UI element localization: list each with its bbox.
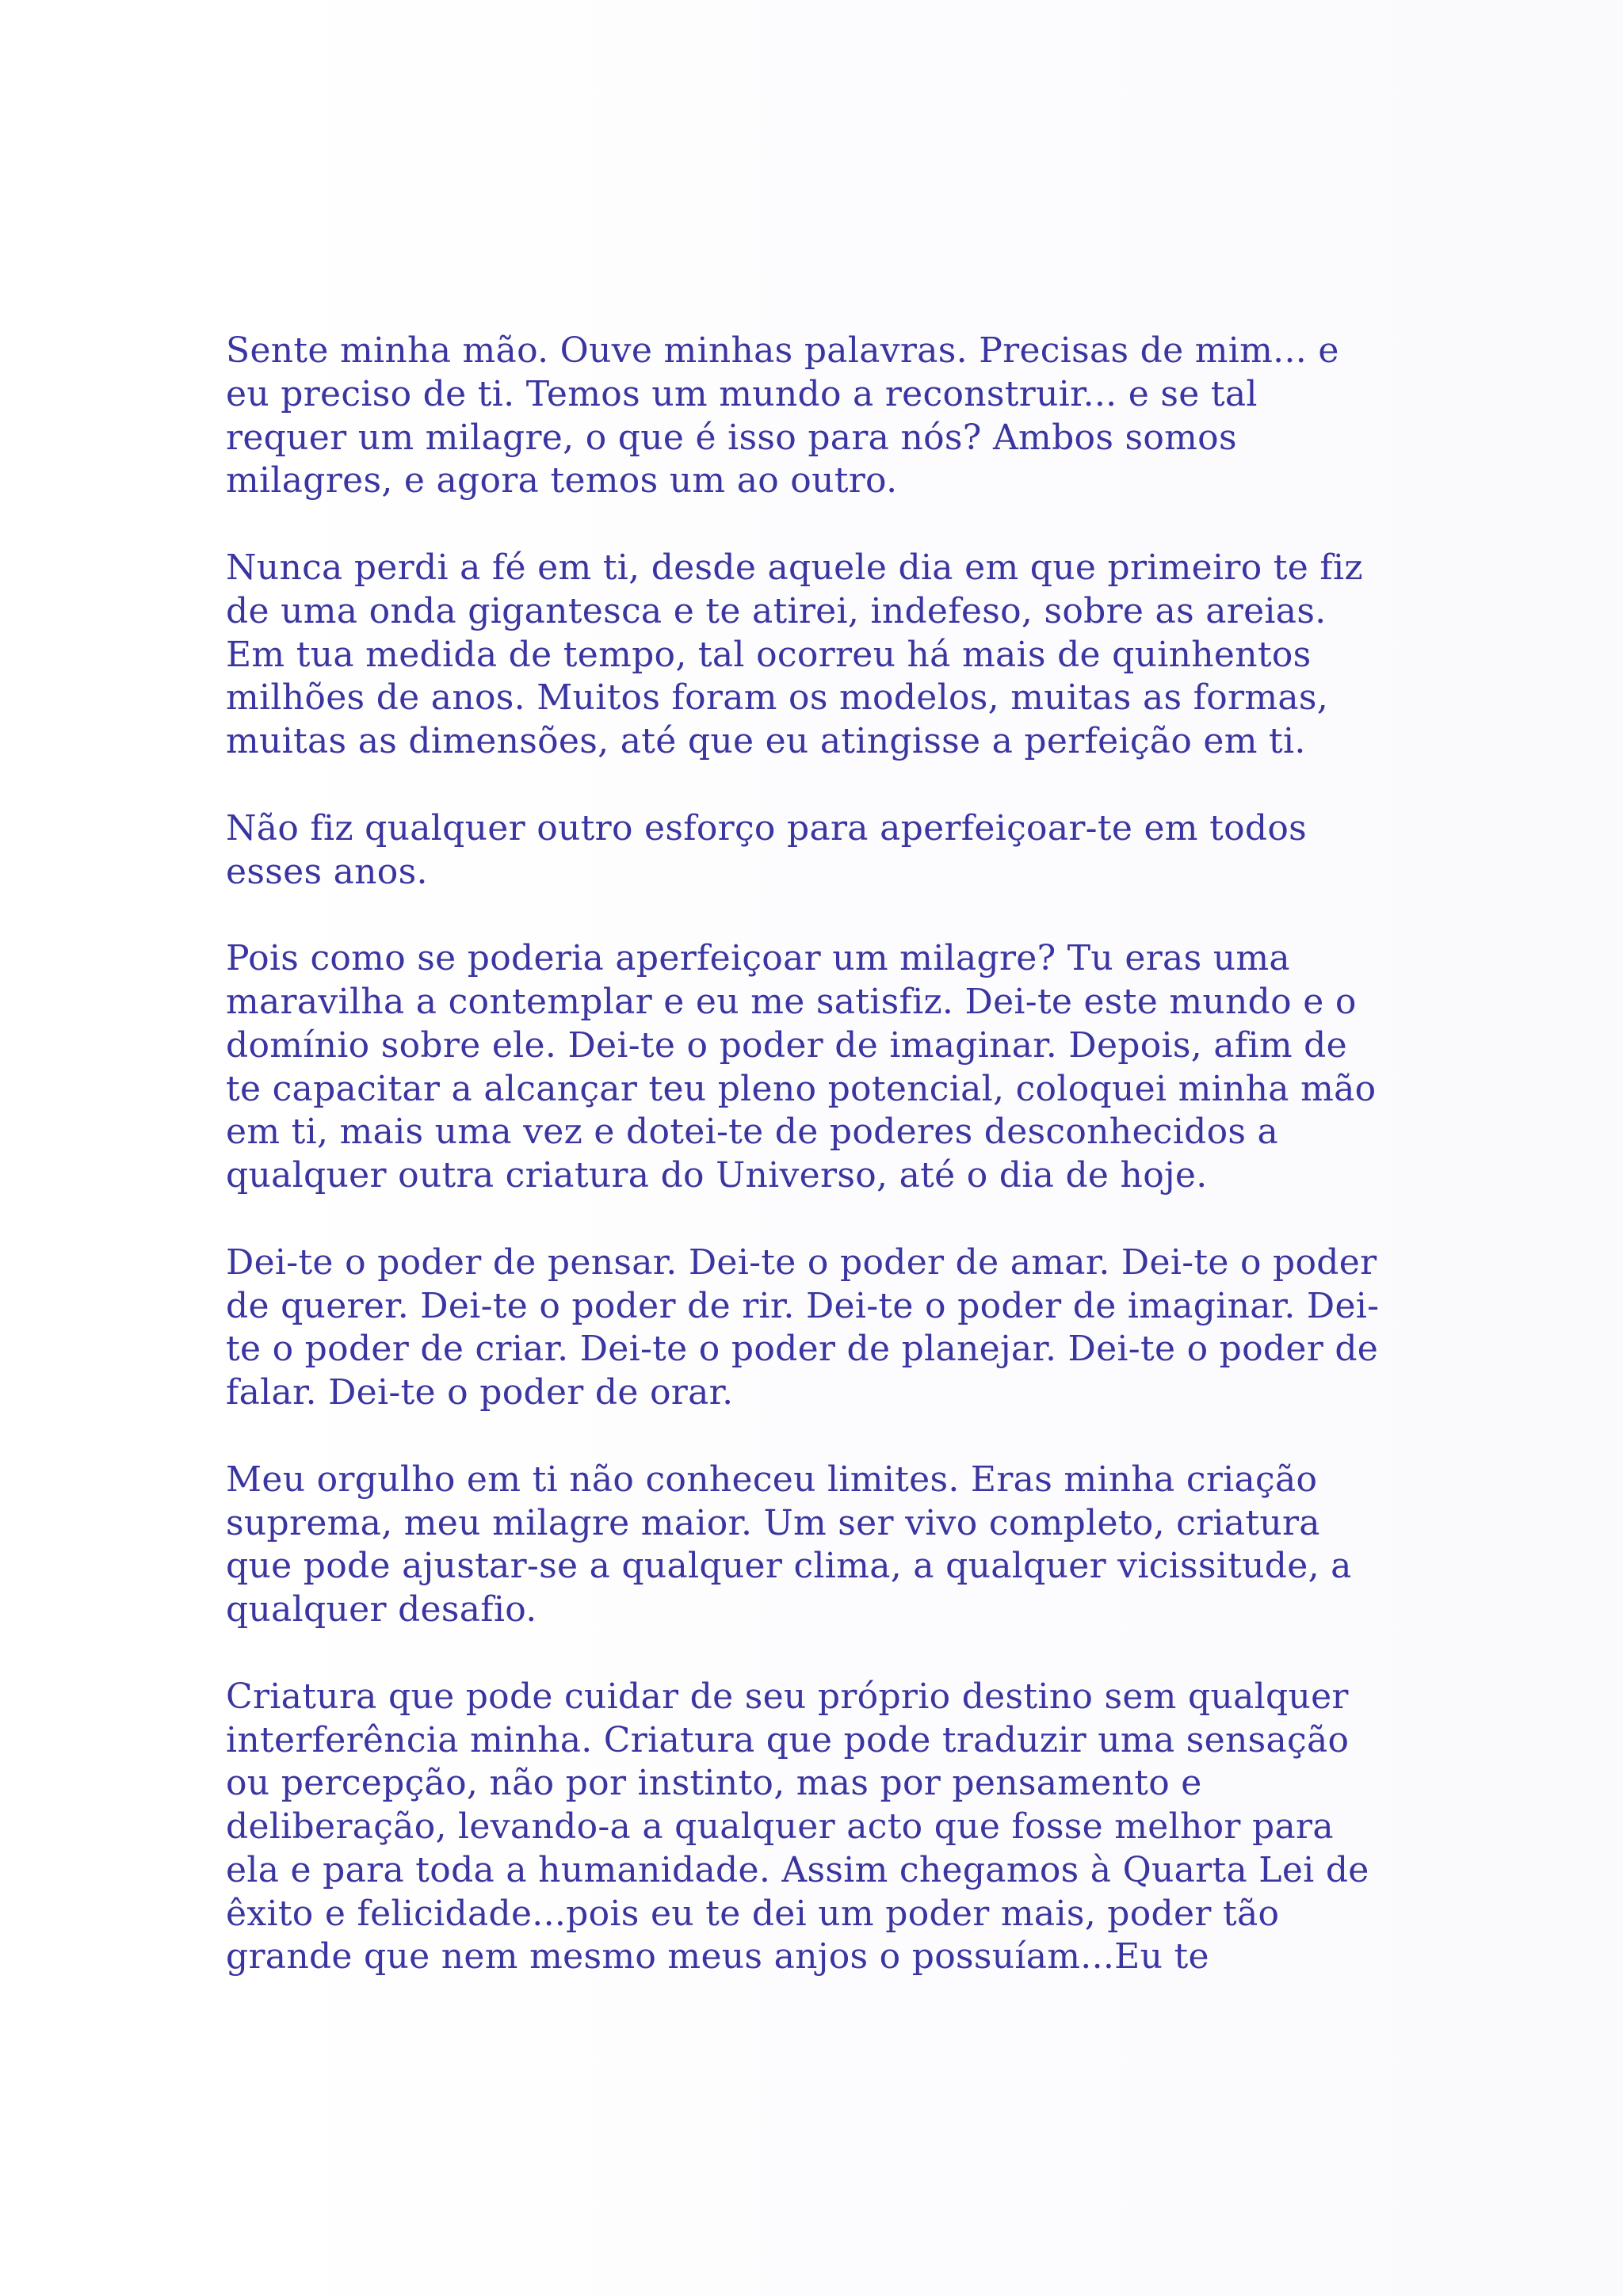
paragraph-spacer <box>226 1198 1415 1241</box>
paragraph-7 <box>226 1676 1415 1980</box>
paragraph-spacer <box>226 1415 1415 1459</box>
text-line: ela e para toda a humanidade. Assim chegamos à Quarta Lei de <box>226 1849 1369 1890</box>
text-line: eu preciso de ti. Temos um mundo a reconstruir... e se tal <box>226 373 1258 414</box>
paragraph-4 <box>226 937 1415 1198</box>
text-line: que pode ajustar-se a qualquer clima, a qualquer vicissitude, a <box>226 1546 1352 1587</box>
text-line: requer um milagre, o que é isso para nós? Ambos somos <box>226 417 1237 458</box>
text-line: deliberação, levando-a a qualquer acto que fosse melhor para <box>226 1806 1334 1848</box>
text-line: te capacitar a alcançar teu pleno potencial, coloquei minha mão <box>226 1068 1377 1109</box>
text-line: milhões de anos. Muitos foram os modelos, muitas as formas, <box>226 677 1329 719</box>
text-line: te o poder de criar. Dei-te o poder de planejar. Dei-te o poder de <box>226 1329 1379 1370</box>
body-text <box>226 330 1415 1979</box>
text-line: Sente minha mão. Ouve minhas palavras. Precisas de mim... e <box>226 330 1339 371</box>
text-line: Nunca perdi a fé em ti, desde aquele dia em que primeiro te fiz <box>226 547 1363 588</box>
text-line: esses anos. <box>226 851 428 892</box>
text-line: Em tua medida de tempo, tal ocorreu há mais de quinhentos <box>226 634 1312 675</box>
text-line: em ti, mais uma vez e dotei-te de poderes desconhecidos a <box>226 1112 1279 1153</box>
paragraph-3 <box>226 807 1415 894</box>
text-line: suprema, meu milagre maior. Um ser vivo completo, criatura <box>226 1502 1320 1543</box>
text-line: falar. Dei-te o poder de orar. <box>226 1372 734 1413</box>
text-line: muitas as dimensões, até que eu atingisse a perfeição em ti. <box>226 721 1306 762</box>
text-line: milagres, e agora temos um ao outro. <box>226 460 898 502</box>
text-line: Não fiz qualquer outro esforço para aperfeiçoar-te em todos <box>226 807 1308 849</box>
text-line: ou percepção, não por instinto, mas por pensamento e <box>226 1763 1202 1804</box>
paragraph-5 <box>226 1241 1415 1415</box>
paragraph-spacer <box>226 894 1415 937</box>
text-line: de querer. Dei-te o poder de rir. Dei-te o poder de imaginar. Dei- <box>226 1285 1380 1326</box>
text-line: interferência minha. Criatura que pode traduzir uma sensação <box>226 1719 1350 1760</box>
paragraph-6 <box>226 1459 1415 1632</box>
text-line: Pois como se poderia aperfeiçoar um milagre? Tu eras uma <box>226 938 1290 979</box>
text-line: de uma onda gigantesca e te atirei, indefeso, sobre as areias. <box>226 590 1327 631</box>
paragraph-1 <box>226 330 1415 503</box>
paragraph-spacer <box>226 503 1415 547</box>
paragraph-2 <box>226 547 1415 764</box>
text-line: qualquer outra criatura do Universo, até o dia de hoje. <box>226 1155 1208 1196</box>
text-line: Meu orgulho em ti não conheceu limites. Eras minha criação <box>226 1459 1318 1500</box>
text-line: Dei-te o poder de pensar. Dei-te o poder de amar. Dei-te o poder <box>226 1241 1377 1283</box>
text-line: maravilha a contemplar e eu me satisfiz. Dei-te este mundo e o <box>226 981 1357 1022</box>
paragraph-spacer <box>226 764 1415 807</box>
text-line: domínio sobre ele. Dei-te o poder de imaginar. Depois, afim de <box>226 1024 1347 1066</box>
text-line: grande que nem mesmo meus anjos o possuíam...Eu te <box>226 1936 1209 1978</box>
text-line: qualquer desafio. <box>226 1589 537 1630</box>
text-line: êxito e felicidade...pois eu te dei um poder mais, poder tão <box>226 1893 1280 1934</box>
paragraph-spacer <box>226 1632 1415 1676</box>
text-line: Criatura que pode cuidar de seu próprio destino sem qualquer <box>226 1676 1349 1717</box>
